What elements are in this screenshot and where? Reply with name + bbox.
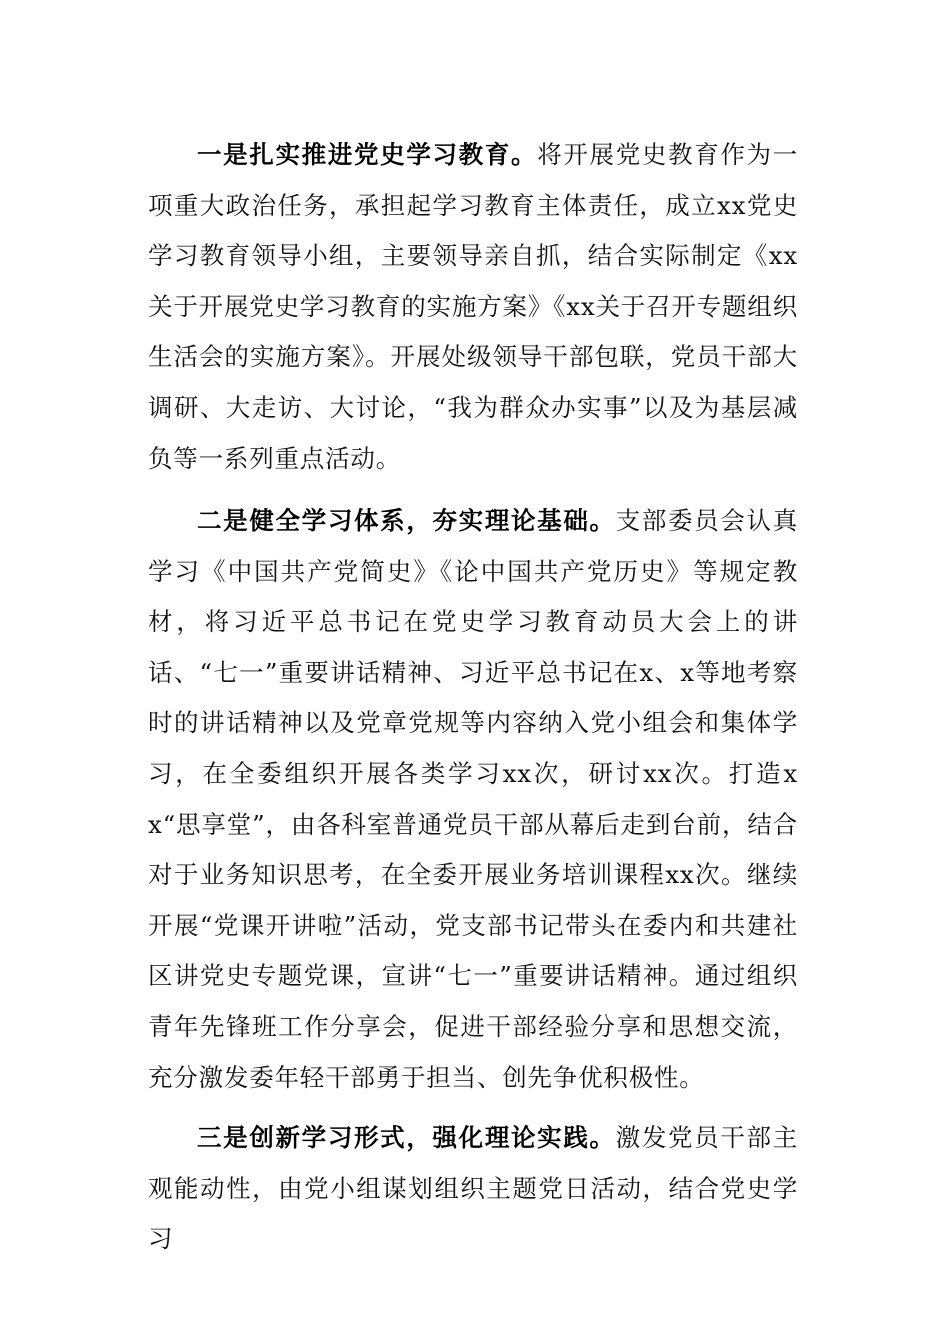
paragraph-3 (148, 1113, 798, 1265)
paragraph-3-body: 激发党员干部主观能动性，由党小组谋划组织主题党日活动，结合党史学习 (148, 1123, 798, 1254)
paragraph-2-body: 支部委员会认真学习《中国共产党简史》《论中国共产党历史》等规定教材，将习近平总书记在党史学习教育动员大会上的讲话、“七一”重要讲话精神、习近平总书记在x、x等地考察时的讲话精神以及党章党规等内容纳入党小组会和集体学习，在全委组织开展各类学习xx次，研讨xx次。打造xx“思享堂”，由各科室普通党员干部从幕后走到台前，结合对于业务知识思考，在全委开展业务培训课程xx次。继续开展“党课开讲啦”活动，党支部书记带头在委内和共建社区讲党史专题党课，宣讲“七一”重要讲话精神。通过组织青年先锋班工作分享会，促进干部经验分享和思想交流，充分激发委年轻干部勇于担当、创先争优积极性。 (148, 506, 798, 1092)
paragraph-1-body: 将开展党史教育作为一项重大政治任务，承担起学习教育主体责任，成立xx党史学习教育领导小组，主要领导亲自抓，结合实际制定《xx关于开展党史学习教育的实施方案》《xx关于召开专题组织生活会的实施方案》。开展处级领导干部包联，党员干部大调研、大走访、大讨论，“我为群众办实事”以及为基层减负等一系列重点活动。 (148, 140, 798, 473)
paragraph-2-heading: 二是健全学习体系，夯实理论基础。 (197, 506, 616, 535)
paragraph-1-heading: 一是扎实推进党史学习教育。 (197, 140, 538, 169)
paragraph-2 (148, 496, 798, 1103)
paragraph-1 (148, 130, 798, 484)
paragraph-3-heading: 三是创新学习形式，强化理论实践。 (197, 1123, 616, 1152)
